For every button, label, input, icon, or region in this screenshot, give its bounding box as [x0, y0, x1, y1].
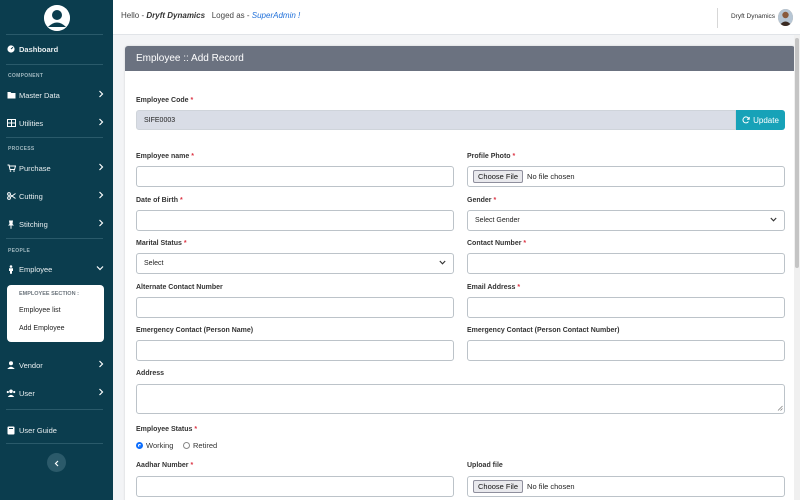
card-header — [125, 46, 795, 71]
sidebar-item-dashboard[interactable] — [6, 40, 106, 58]
submenu-item-add-employee[interactable]: Add Employee — [19, 325, 65, 332]
person-icon — [6, 264, 16, 274]
sidebar-item-purchase[interactable] — [6, 159, 106, 177]
dashboard-icon — [6, 44, 16, 54]
sidebar-item-user[interactable] — [6, 384, 106, 402]
email-input[interactable] — [467, 297, 785, 318]
dob-input[interactable] — [136, 210, 454, 231]
sidebar-item-master-data[interactable] — [6, 86, 106, 104]
upload-file-input[interactable] — [467, 476, 785, 497]
status-working-radio[interactable] — [136, 441, 173, 450]
sidebar-divider — [6, 64, 103, 65]
scrollbar-thumb[interactable] — [795, 38, 799, 268]
add-employee-card — [125, 46, 795, 500]
radio-selected[interactable] — [136, 442, 143, 449]
sidebar-item-employee[interactable] — [6, 260, 106, 278]
required-mark: * — [190, 462, 194, 469]
required-mark: * — [523, 240, 527, 247]
required-mark: * — [493, 197, 497, 204]
marital-status-label — [136, 240, 187, 247]
address-textarea[interactable] — [136, 384, 785, 414]
required-mark: * — [179, 197, 183, 204]
radio-label: Retired — [193, 441, 218, 450]
sidebar — [0, 0, 113, 500]
book-icon — [6, 425, 16, 435]
address-label: Address — [136, 370, 165, 377]
status-retired-radio[interactable] — [183, 441, 217, 450]
users-icon — [6, 388, 16, 398]
refresh-icon — [742, 116, 750, 124]
gender-select[interactable] — [467, 210, 785, 231]
sidebar-item-cutting[interactable] — [6, 187, 106, 205]
topbar-divider — [717, 8, 718, 28]
no-file-text: No file chosen — [527, 172, 575, 181]
aadhar-label — [136, 462, 193, 469]
card-title: Employee :: Add Record — [136, 53, 244, 64]
required-mark: * — [517, 284, 521, 291]
update-label: Update — [753, 115, 779, 125]
greeting-logged-as: Loged as - — [211, 11, 250, 20]
chevron-left-icon — [54, 454, 60, 472]
sidebar-item-label: Dashboard — [19, 44, 59, 54]
update-button[interactable] — [736, 110, 785, 130]
required-mark: * — [183, 240, 187, 247]
sidebar-divider — [6, 34, 103, 35]
radio-unselected[interactable] — [183, 442, 190, 449]
choose-file-button[interactable]: Choose File — [473, 480, 523, 493]
sidebar-item-user-guide[interactable] — [6, 421, 106, 439]
employee-submenu — [7, 285, 104, 342]
marital-selected-value: Select — [144, 260, 164, 267]
employee-name-input[interactable] — [136, 166, 454, 187]
user-icon — [6, 360, 16, 370]
sidebar-divider — [6, 409, 103, 410]
sidebar-divider — [6, 137, 103, 138]
chevron-right-icon — [98, 219, 104, 229]
submenu-header: EMPLOYEE SECTION : — [19, 291, 79, 297]
label-text: Employee Code — [136, 97, 189, 104]
chevron-right-icon — [98, 163, 104, 173]
chevron-right-icon — [98, 360, 104, 370]
greeting — [121, 11, 300, 20]
employee-code-label — [136, 97, 193, 104]
upload-file-label: Upload file — [467, 462, 503, 469]
sidebar-item-label: Employee — [19, 264, 53, 274]
radio-label: Working — [146, 441, 174, 450]
chevron-down-icon — [96, 264, 104, 273]
required-mark: * — [194, 426, 198, 433]
sidebar-item-label: Utilities — [19, 118, 44, 128]
label-text: Profile Photo — [467, 153, 511, 160]
profile-photo-file-input[interactable] — [467, 166, 785, 187]
label-text: Contact Number — [467, 240, 522, 247]
label-text: Gender — [467, 197, 492, 204]
pin-icon — [6, 219, 16, 229]
sidebar-divider — [6, 238, 103, 239]
topbar-user-name[interactable]: Dryft Dynamics — [731, 13, 776, 20]
sidebar-item-label: Vendor — [19, 360, 43, 370]
dob-label — [136, 197, 183, 204]
emergency-number-input[interactable] — [467, 340, 785, 361]
submenu-item-employee-list[interactable]: Employee list — [19, 307, 61, 314]
label-text: Marital Status — [136, 240, 182, 247]
emergency-name-label: Emergency Contact (Person Name) — [136, 327, 254, 334]
sidebar-item-label: Master Data — [19, 90, 60, 100]
sidebar-item-label: Stitching — [19, 219, 48, 229]
table-icon — [6, 118, 16, 128]
employee-code-field[interactable] — [136, 110, 736, 130]
sidebar-section-component: COMPONENT — [8, 73, 44, 79]
contact-number-input[interactable] — [467, 253, 785, 274]
chevron-right-icon — [98, 388, 104, 398]
sidebar-item-label: Cutting — [19, 191, 43, 201]
greeting-hello: Hello - — [121, 11, 145, 20]
topbar — [113, 0, 800, 35]
sidebar-item-label: User Guide — [19, 425, 57, 435]
employee-code-value: SIFE0003 — [144, 116, 176, 124]
greeting-company: Dryft Dynamics — [146, 11, 206, 20]
label-text: Date of Birth — [136, 197, 178, 204]
label-text: Aadhar Number — [136, 462, 189, 469]
emergency-name-input[interactable] — [136, 340, 454, 361]
marital-status-select[interactable] — [136, 253, 454, 274]
profile-photo-label — [467, 153, 515, 160]
email-label — [467, 284, 520, 291]
alternate-contact-input[interactable] — [136, 297, 454, 318]
emergency-number-label: Emergency Contact (Person Contact Number) — [467, 327, 620, 334]
sidebar-item-stitching[interactable] — [6, 215, 106, 233]
alternate-contact-label: Alternate Contact Number — [136, 284, 223, 291]
resize-handle-icon[interactable] — [777, 405, 783, 413]
sidebar-section-process: PROCESS — [8, 146, 35, 152]
required-mark: * — [191, 153, 194, 160]
sidebar-item-label: User — [19, 388, 35, 398]
sidebar-item-vendor[interactable] — [6, 356, 106, 374]
folder-icon — [6, 90, 16, 100]
scissors-icon — [6, 191, 16, 201]
chevron-down-icon — [439, 260, 446, 267]
chevron-right-icon — [98, 118, 104, 128]
sidebar-item-utilities[interactable] — [6, 114, 106, 132]
aadhar-input[interactable] — [136, 476, 454, 497]
chevron-right-icon — [98, 191, 104, 201]
contact-number-label — [467, 240, 526, 247]
chevron-down-icon — [770, 217, 777, 224]
gender-selected-value: Select Gender — [475, 217, 520, 224]
choose-file-button[interactable]: Choose File — [473, 170, 523, 183]
label-text: Employee Status — [136, 426, 193, 433]
sidebar-collapse-button[interactable] — [47, 453, 66, 472]
sidebar-divider — [6, 443, 103, 444]
employee-status-label — [136, 426, 197, 433]
no-file-text: No file chosen — [527, 482, 575, 491]
sidebar-section-people: PEOPLE — [8, 248, 31, 254]
greeting-role: SuperAdmin ! — [251, 11, 301, 20]
sidebar-item-label: Purchase — [19, 163, 51, 173]
user-avatar-icon[interactable] — [44, 5, 70, 31]
employee-name-label — [136, 153, 194, 160]
cart-icon — [6, 163, 16, 173]
gender-label — [467, 197, 496, 204]
topbar-avatar[interactable] — [778, 9, 793, 26]
chevron-right-icon — [98, 90, 104, 100]
required-mark: * — [190, 97, 194, 104]
label-text: Employee name — [136, 153, 190, 160]
required-mark: * — [512, 153, 516, 160]
label-text: Email Address — [467, 284, 516, 291]
